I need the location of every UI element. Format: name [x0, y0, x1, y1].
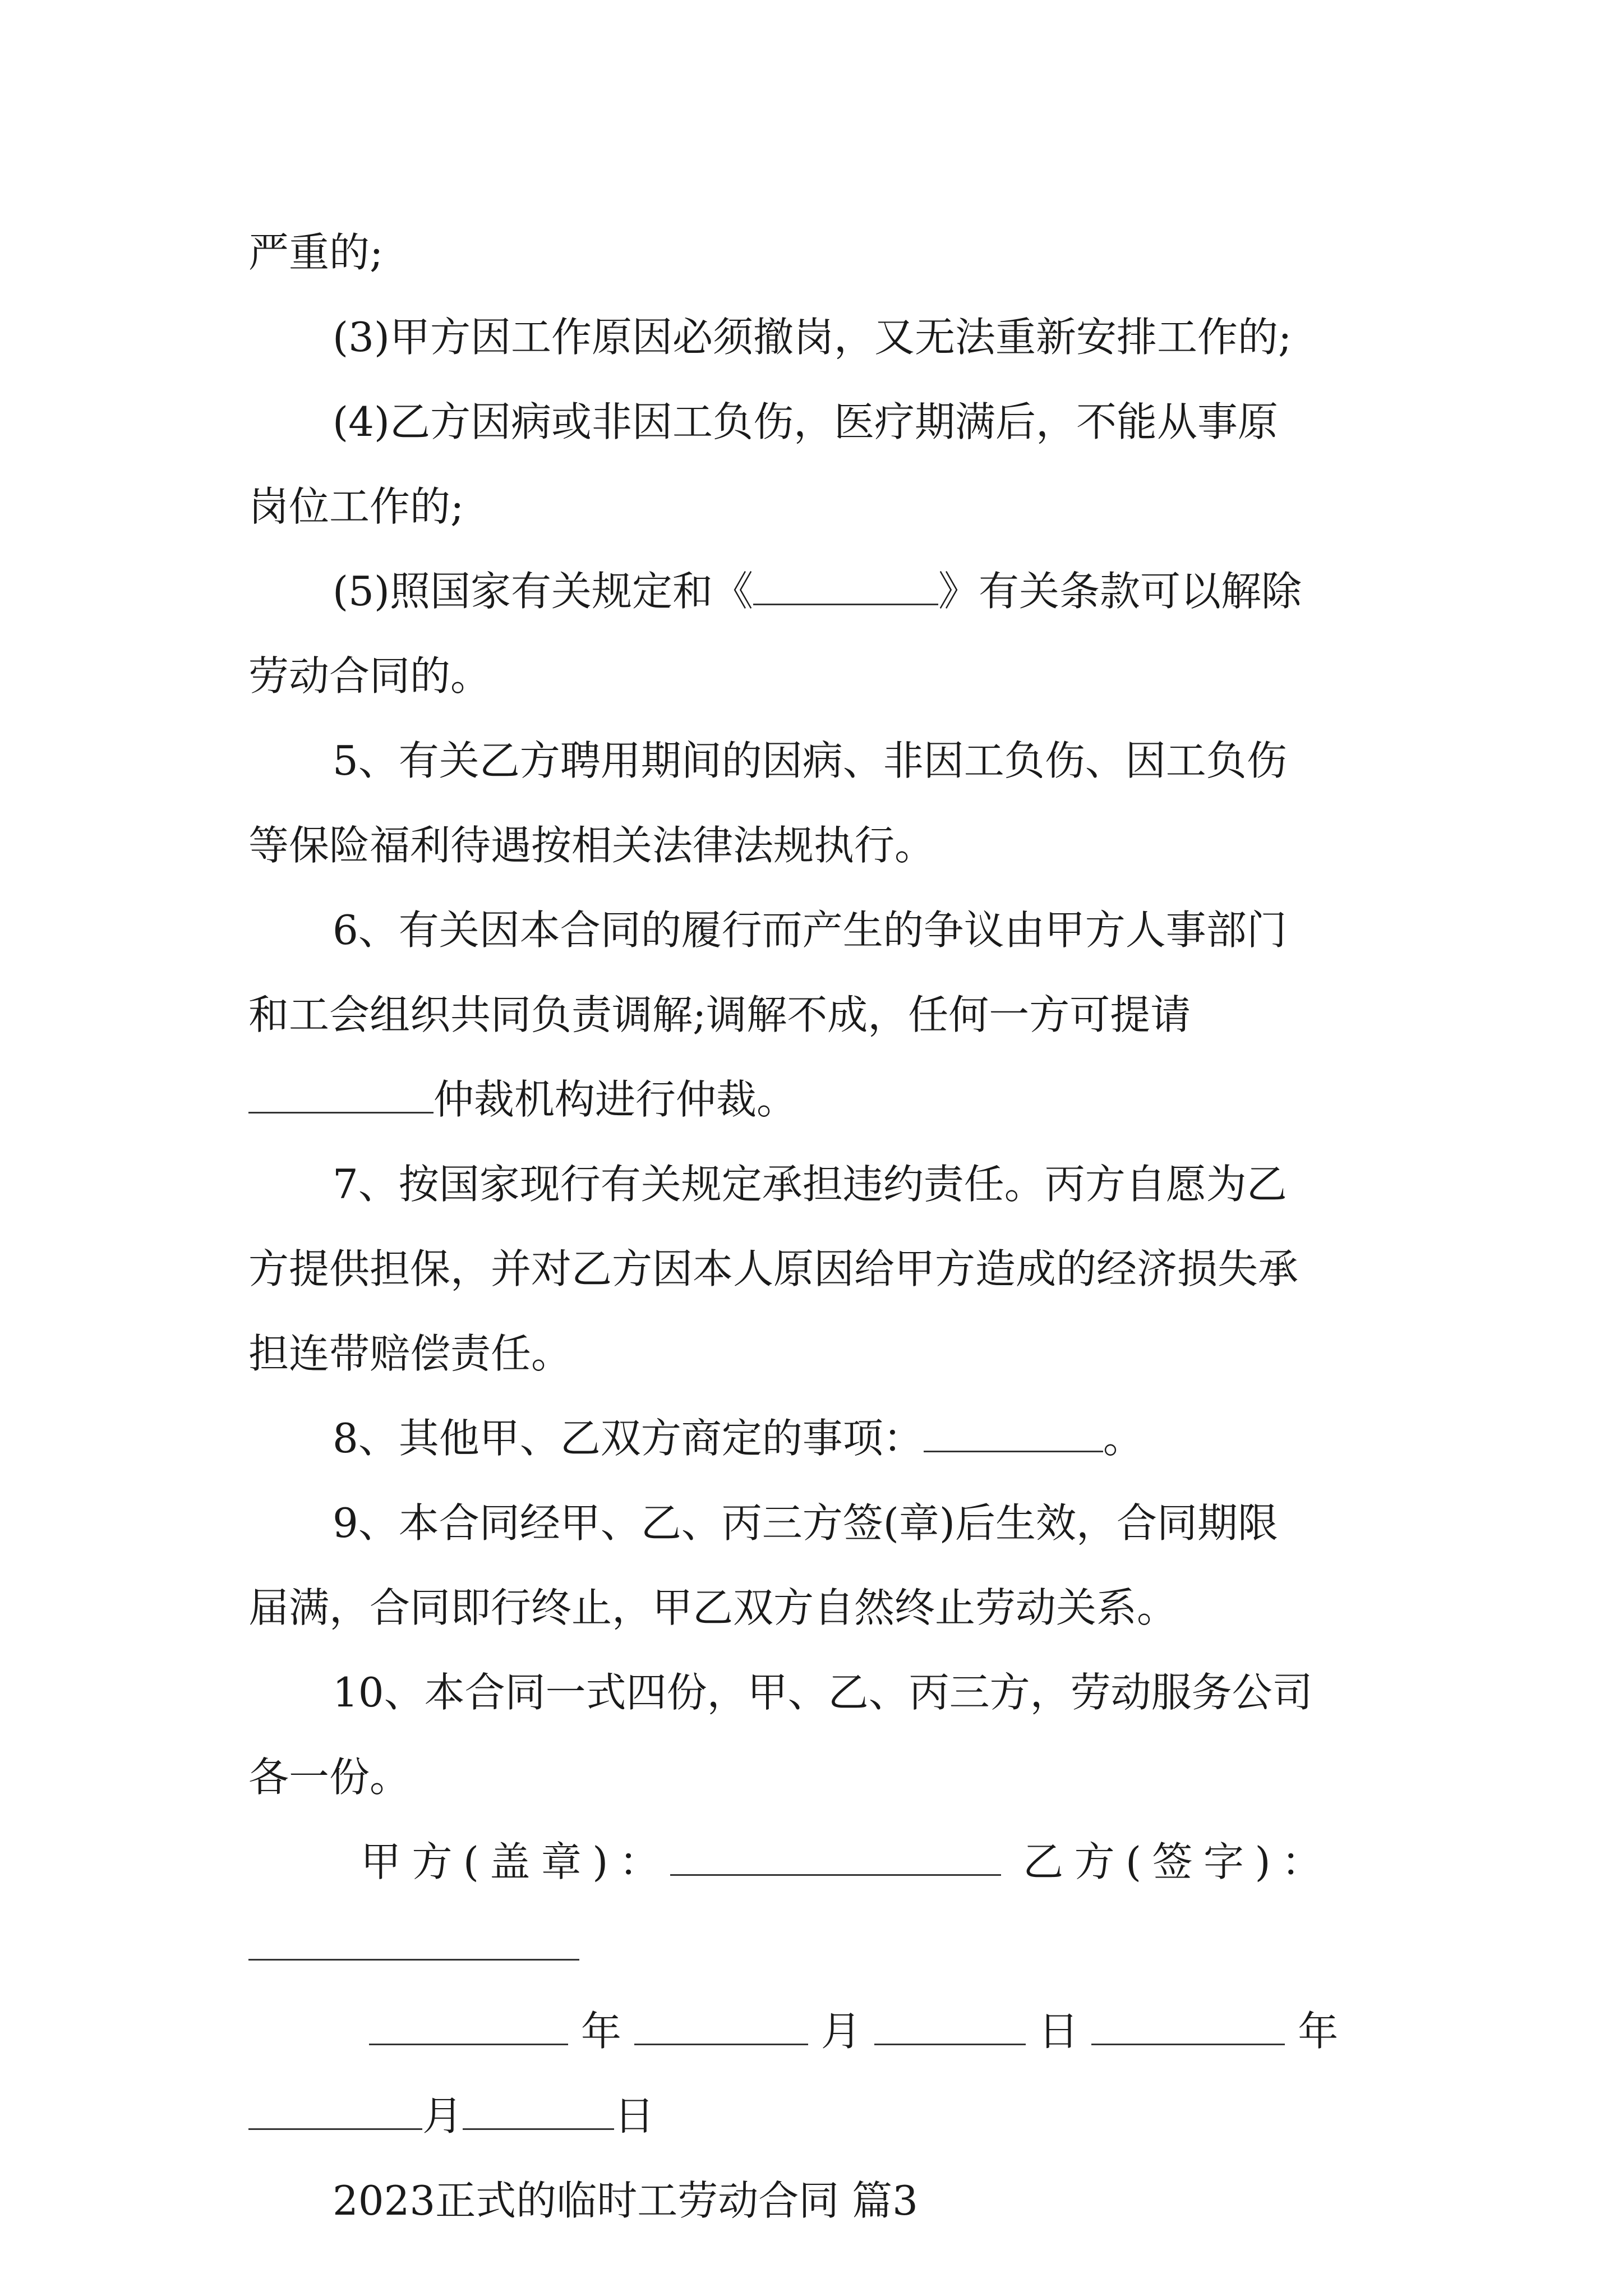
clause-4: (4)乙方因病或非因工负伤，医疗期满后，不能从事原	[333, 398, 1278, 445]
article-5: 5、有关乙方聘用期间的因病、非因工负伤、因工负伤	[333, 737, 1287, 784]
next-section-heading: 2023正式的临时工劳动合同 篇3	[333, 2177, 918, 2224]
date-line	[248, 1989, 1387, 2074]
arbitration-text: 仲裁机构进行仲裁。	[434, 1076, 797, 1123]
party-a-label: 甲方(盖章)：	[361, 1838, 671, 1885]
text-line: 届满，合同即行终止，甲乙双方自然终止劳动关系。	[248, 1584, 1178, 1631]
clause-5	[248, 549, 1387, 634]
text-line: 担连带赔偿责任。	[248, 1330, 572, 1377]
month-blank-2	[248, 2095, 422, 2130]
article-8	[248, 1396, 1387, 1481]
day-blank-2	[463, 2095, 614, 2130]
text-line: 等保险福利待遇按相关法律法规执行。	[248, 822, 935, 869]
article-8-text: 8、其他甲、乙双方商定的事项：	[333, 1415, 924, 1462]
article-10: 10、本合同一式四份，甲、乙、丙三方，劳动服务公司	[333, 1669, 1313, 1716]
signature-line	[248, 1820, 1387, 1904]
contract-page	[248, 210, 1387, 2243]
clause-5-text-end: 》有关条款可以解除	[938, 568, 1302, 615]
day-label: 日	[1038, 2008, 1079, 2055]
party-b-label: 乙方(签字)：	[1023, 1838, 1333, 1885]
article-9: 9、本合同经甲、乙、丙三方签(章)后生效，合同期限	[333, 1499, 1278, 1547]
text-line: 岗位工作的;	[248, 483, 464, 530]
arbitration-line	[248, 1057, 1387, 1142]
text-line: 各一份。	[248, 1754, 411, 1801]
signature-line-cont	[248, 1904, 1387, 1989]
article-8-end: 。	[1103, 1415, 1144, 1462]
day-blank	[874, 2010, 1026, 2045]
blank-field	[924, 1417, 1103, 1452]
year-label-2: 年	[1298, 2008, 1339, 2055]
article-7: 7、按国家现行有关规定承担违约责任。丙方自愿为乙	[333, 1161, 1287, 1208]
year-blank-2	[1091, 2010, 1285, 2045]
clause-3: (3)甲方因工作原因必须撤岗，又无法重新安排工作的;	[333, 314, 1292, 361]
day-label-2: 日	[614, 2092, 655, 2139]
month-label: 月	[820, 2008, 861, 2055]
article-6: 6、有关因本合同的履行而产生的争议由甲方人事部门	[333, 907, 1287, 954]
text-line: 严重的;	[248, 229, 384, 276]
party-a-blank	[670, 1841, 1001, 1876]
month-blank	[634, 2010, 808, 2045]
text-line: 和工会组织共同负责调解;调解不成，任何一方可提请	[248, 991, 1191, 1038]
year-label: 年	[580, 2008, 621, 2055]
date-line-cont	[248, 2074, 1387, 2159]
blank-field	[753, 570, 938, 605]
blank-field	[248, 1078, 434, 1114]
text-line: 劳动合同的。	[248, 652, 491, 700]
month-label-2: 月	[422, 2092, 463, 2139]
year-blank	[369, 2010, 568, 2045]
text-line: 方提供担保，并对乙方因本人原因给甲方造成的经济损失承	[248, 1245, 1299, 1292]
party-b-blank	[248, 1925, 579, 1961]
clause-5-text: (5)照国家有关规定和《	[333, 568, 753, 615]
